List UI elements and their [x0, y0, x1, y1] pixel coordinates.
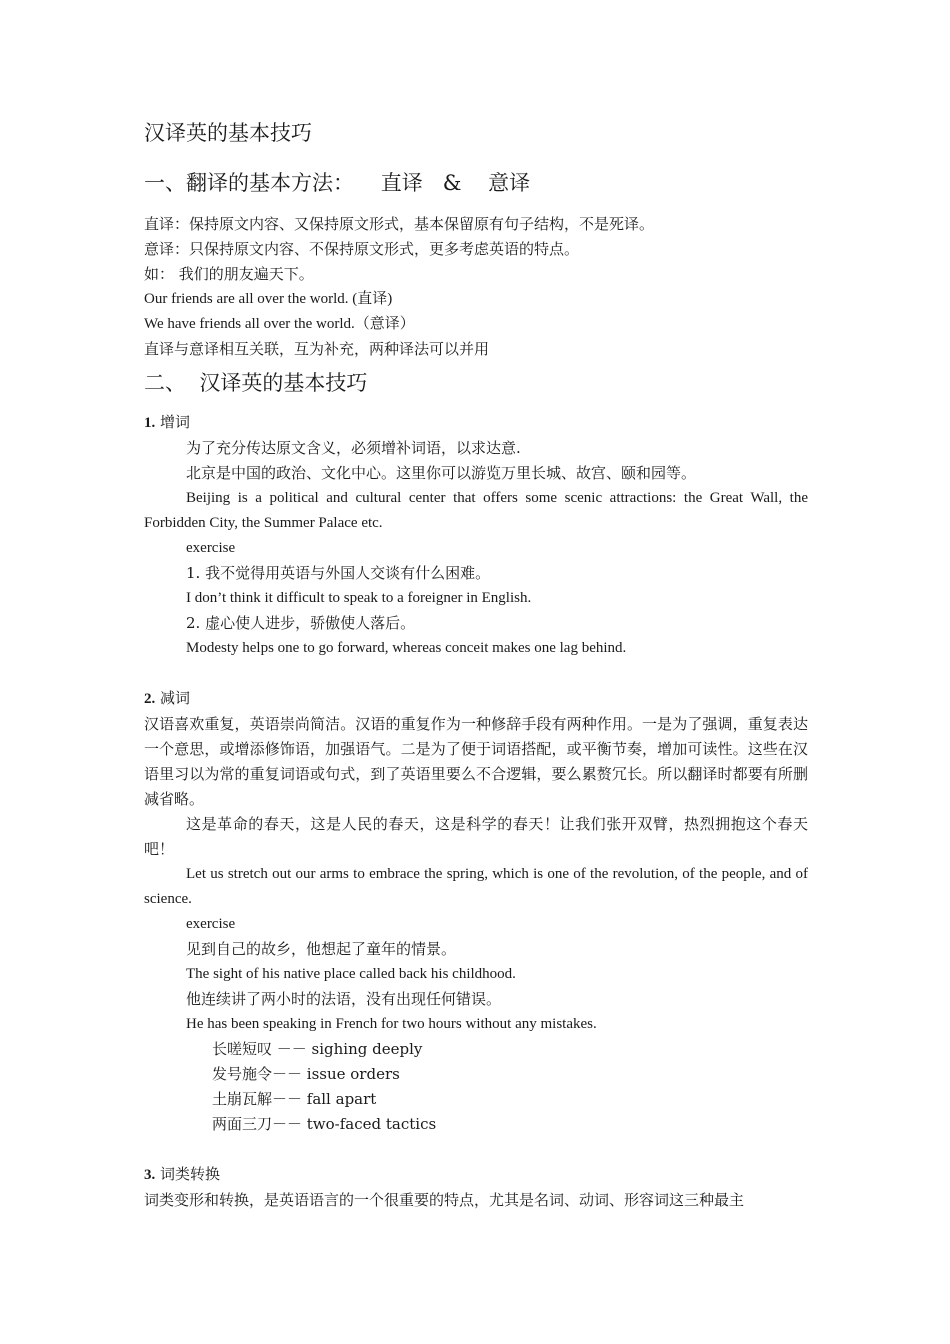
section-2-heading: 二、 汉译英的基本技巧: [144, 371, 368, 395]
section-1-heading: 一、翻译的基本方法： 直译 & 意译: [144, 171, 531, 195]
item-3-heading: [144, 1162, 808, 1188]
example-chinese: 如： 我们的朋友遍天下。: [144, 265, 314, 283]
item-3-number: 3.: [144, 1167, 156, 1183]
document-title: 汉译英的基本技巧: [144, 121, 312, 145]
item-1-exercise-1-en: I don’t think it difficult to speak to a foreigner in English.: [186, 590, 532, 606]
item-1-exercise-1-cn: 1. 我不觉得用英语与外国人交谈有什么困难。: [186, 564, 491, 582]
item-2-exercise-1-cn: 见到自己的故乡，他想起了童年的情景。: [186, 940, 457, 958]
item-1-number: 1.: [144, 415, 156, 431]
item-3-label: 词类转换: [160, 1165, 221, 1183]
spacer: [144, 1137, 808, 1162]
item-1-heading: [144, 410, 808, 436]
phrase-item: 长嗟短叹 －－ sighing deeply: [212, 1040, 423, 1058]
example-literal: Our friends are all over the world. (直译): [144, 291, 393, 307]
phrase-item: 两面三刀－－ two-faced tactics: [212, 1115, 437, 1133]
item-1-label: 增词: [160, 413, 191, 431]
document-body: [144, 116, 808, 1213]
item-1-example-en: Beijing is a political and cultural center that offers some scenic attractions: the Great Wall, the Forbidden City, the Summer Palace etc.: [144, 490, 808, 531]
phrase-item: 土崩瓦解－－ fall apart: [212, 1090, 377, 1108]
item-2-example-en: Let us stretch out our arms to embrace the spring, which is one of the revolution, of the people, and of science.: [144, 866, 808, 907]
free-translation-definition: 意译：只保持原文内容、不保持原文形式，更多考虑英语的特点。: [144, 240, 580, 258]
item-2-exercise-2-cn: 他连续讲了两小时的法语，没有出现任何错误。: [186, 990, 502, 1008]
item-2-exercise-label: exercise: [186, 916, 236, 932]
item-2-label: 减词: [160, 689, 191, 707]
item-2-exercise-1-en: The sight of his native place called back his childhood.: [186, 966, 516, 982]
item-1-example-cn: 北京是中国的政治、文化中心。这里你可以游览万里长城、故宫、颐和园等。: [186, 464, 697, 482]
item-3-description: 词类变形和转换，是英语语言的一个很重要的特点，尤其是名词、动词、形容词这三种最主: [144, 1191, 745, 1209]
item-2-example-cn: 这是革命的春天，这是人民的春天，这是科学的春天！让我们张开双臂，热烈拥抱这个春天吧！: [144, 815, 808, 858]
section-1-summary: 直译与意译相互关联，互为补充，两种译法可以并用: [144, 340, 490, 358]
item-1-description: 为了充分传达原文含义，必须增补词语，以求达意.: [186, 439, 521, 457]
item-1-exercise-2-en: Modesty helps one to go forward, whereas conceit makes one lag behind.: [186, 640, 627, 656]
item-2-description: 汉语喜欢重复，英语崇尚简洁。汉语的重复作为一种修辞手段有两种作用。一是为了强调，重复表达一个意思，或增添修饰语，加强语气。二是为了便于词语搭配，或平衡节奏，增加可读性。这些在汉语里习以为常的重复词语或句式，到了英语里要么不合逻辑，要么累赘冗长。所以翻译时都要有所删减省略。: [144, 715, 808, 808]
item-2-exercise-2-en: He has been speaking in French for two hours without any mistakes.: [186, 1016, 597, 1032]
phrase-item: 发号施令－－ issue orders: [212, 1065, 400, 1083]
example-free: We have friends all over the world.（意译）: [144, 316, 415, 332]
item-2-number: 2.: [144, 691, 156, 707]
literal-translation-definition: 直译：保持原文内容、又保持原文形式，基本保留原有句子结构，不是死译。: [144, 215, 655, 233]
item-1-exercise-label: exercise: [186, 540, 236, 556]
spacer: [144, 661, 808, 686]
item-2-heading: [144, 686, 808, 712]
item-1-exercise-2-cn: 2. 虚心使人进步，骄傲使人落后。: [186, 614, 416, 632]
